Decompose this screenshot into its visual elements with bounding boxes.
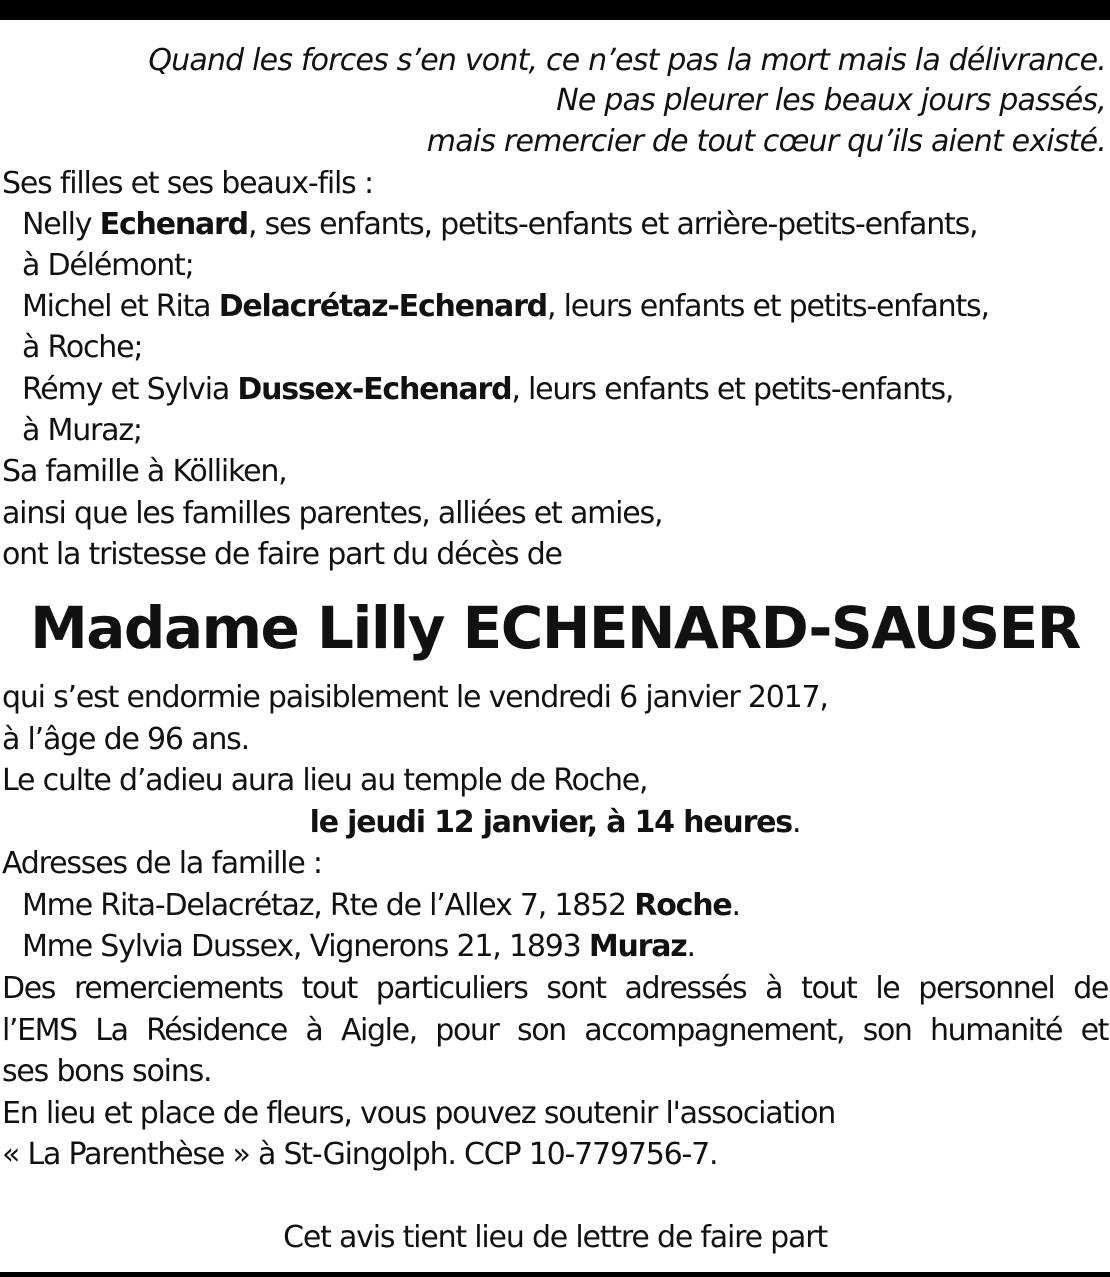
death-line-2: à l’âge de 96 ans. [2, 722, 249, 757]
service-time: le jeudi 12 janvier, à 14 heures. [309, 805, 801, 840]
donation-line-1: En lieu et place de fleurs, vous pouvez soutenir l'association [2, 1096, 836, 1131]
family-intro: Ses filles et ses beaux-fils : [2, 166, 373, 201]
address-town-2: Muraz [588, 929, 687, 964]
family-entry-3: Rémy et Sylvia Dussex-Echenard, leurs enfants et petits-enfants, [22, 372, 954, 407]
donation-line-2: « La Parenthèse » à St-Gingolph. CCP 10-779756-7. [2, 1137, 718, 1172]
thanks-line-3: ses bons soins. [2, 1054, 212, 1089]
family-surname-1: Echenard [99, 207, 248, 242]
extended-family-2: ainsi que les familles parentes, alliées et amies, [2, 496, 663, 531]
top-rule [0, 0, 1110, 20]
addresses-heading: Adresses de la famille : [2, 846, 322, 881]
epigraph-line-1: Quand les forces s’en vont, ce n’est pas la mort mais la délivrance. [148, 43, 1106, 78]
address-2: Mme Sylvia Dussex, Vignerons 21, 1893 Muraz. [22, 929, 695, 964]
family-surname-3: Dussex-Echenard [237, 372, 512, 407]
epigraph-line-3: mais remercier de tout cœur qu’ils aient existé. [426, 124, 1106, 159]
death-line-3: Le culte d’adieu aura lieu au temple de Roche, [2, 763, 648, 798]
death-line-1: qui s’est endormie paisiblement le vendredi 6 janvier 2017, [2, 680, 828, 715]
thanks-line-2: l’EMS La Résidence à Aigle, pour son accompagnement, son humanité et [2, 1013, 1108, 1048]
family-place-1: à Délémont; [22, 248, 194, 283]
extended-family-3: ont la tristesse de faire part du décès de [2, 537, 562, 572]
address-1: Mme Rita-Delacrétaz, Rte de l’Allex 7, 1852 Roche. [22, 888, 740, 923]
thanks-line-1: Des remerciements tout particuliers sont adressés à tout le personnel de [2, 971, 1108, 1006]
extended-family-1: Sa famille à Kölliken, [2, 454, 287, 489]
family-place-3: à Muraz; [22, 413, 142, 448]
family-surname-2: Delacrétaz-Echenard [218, 289, 547, 324]
deceased-name: Madame Lilly ECHENARD-SAUSER [30, 594, 1080, 662]
bottom-rule [0, 1272, 1110, 1277]
family-place-2: à Roche; [22, 330, 143, 365]
closing-note: Cet avis tient lieu de lettre de faire part [283, 1220, 827, 1255]
epigraph-line-2: Ne pas pleurer les beaux jours passés, [556, 83, 1106, 118]
family-entry-2: Michel et Rita Delacrétaz-Echenard, leurs enfants et petits-enfants, [22, 289, 989, 324]
address-town-1: Roche [634, 888, 732, 923]
family-entry-1: Nelly Echenard, ses enfants, petits-enfants et arrière-petits-enfants, [22, 207, 978, 242]
